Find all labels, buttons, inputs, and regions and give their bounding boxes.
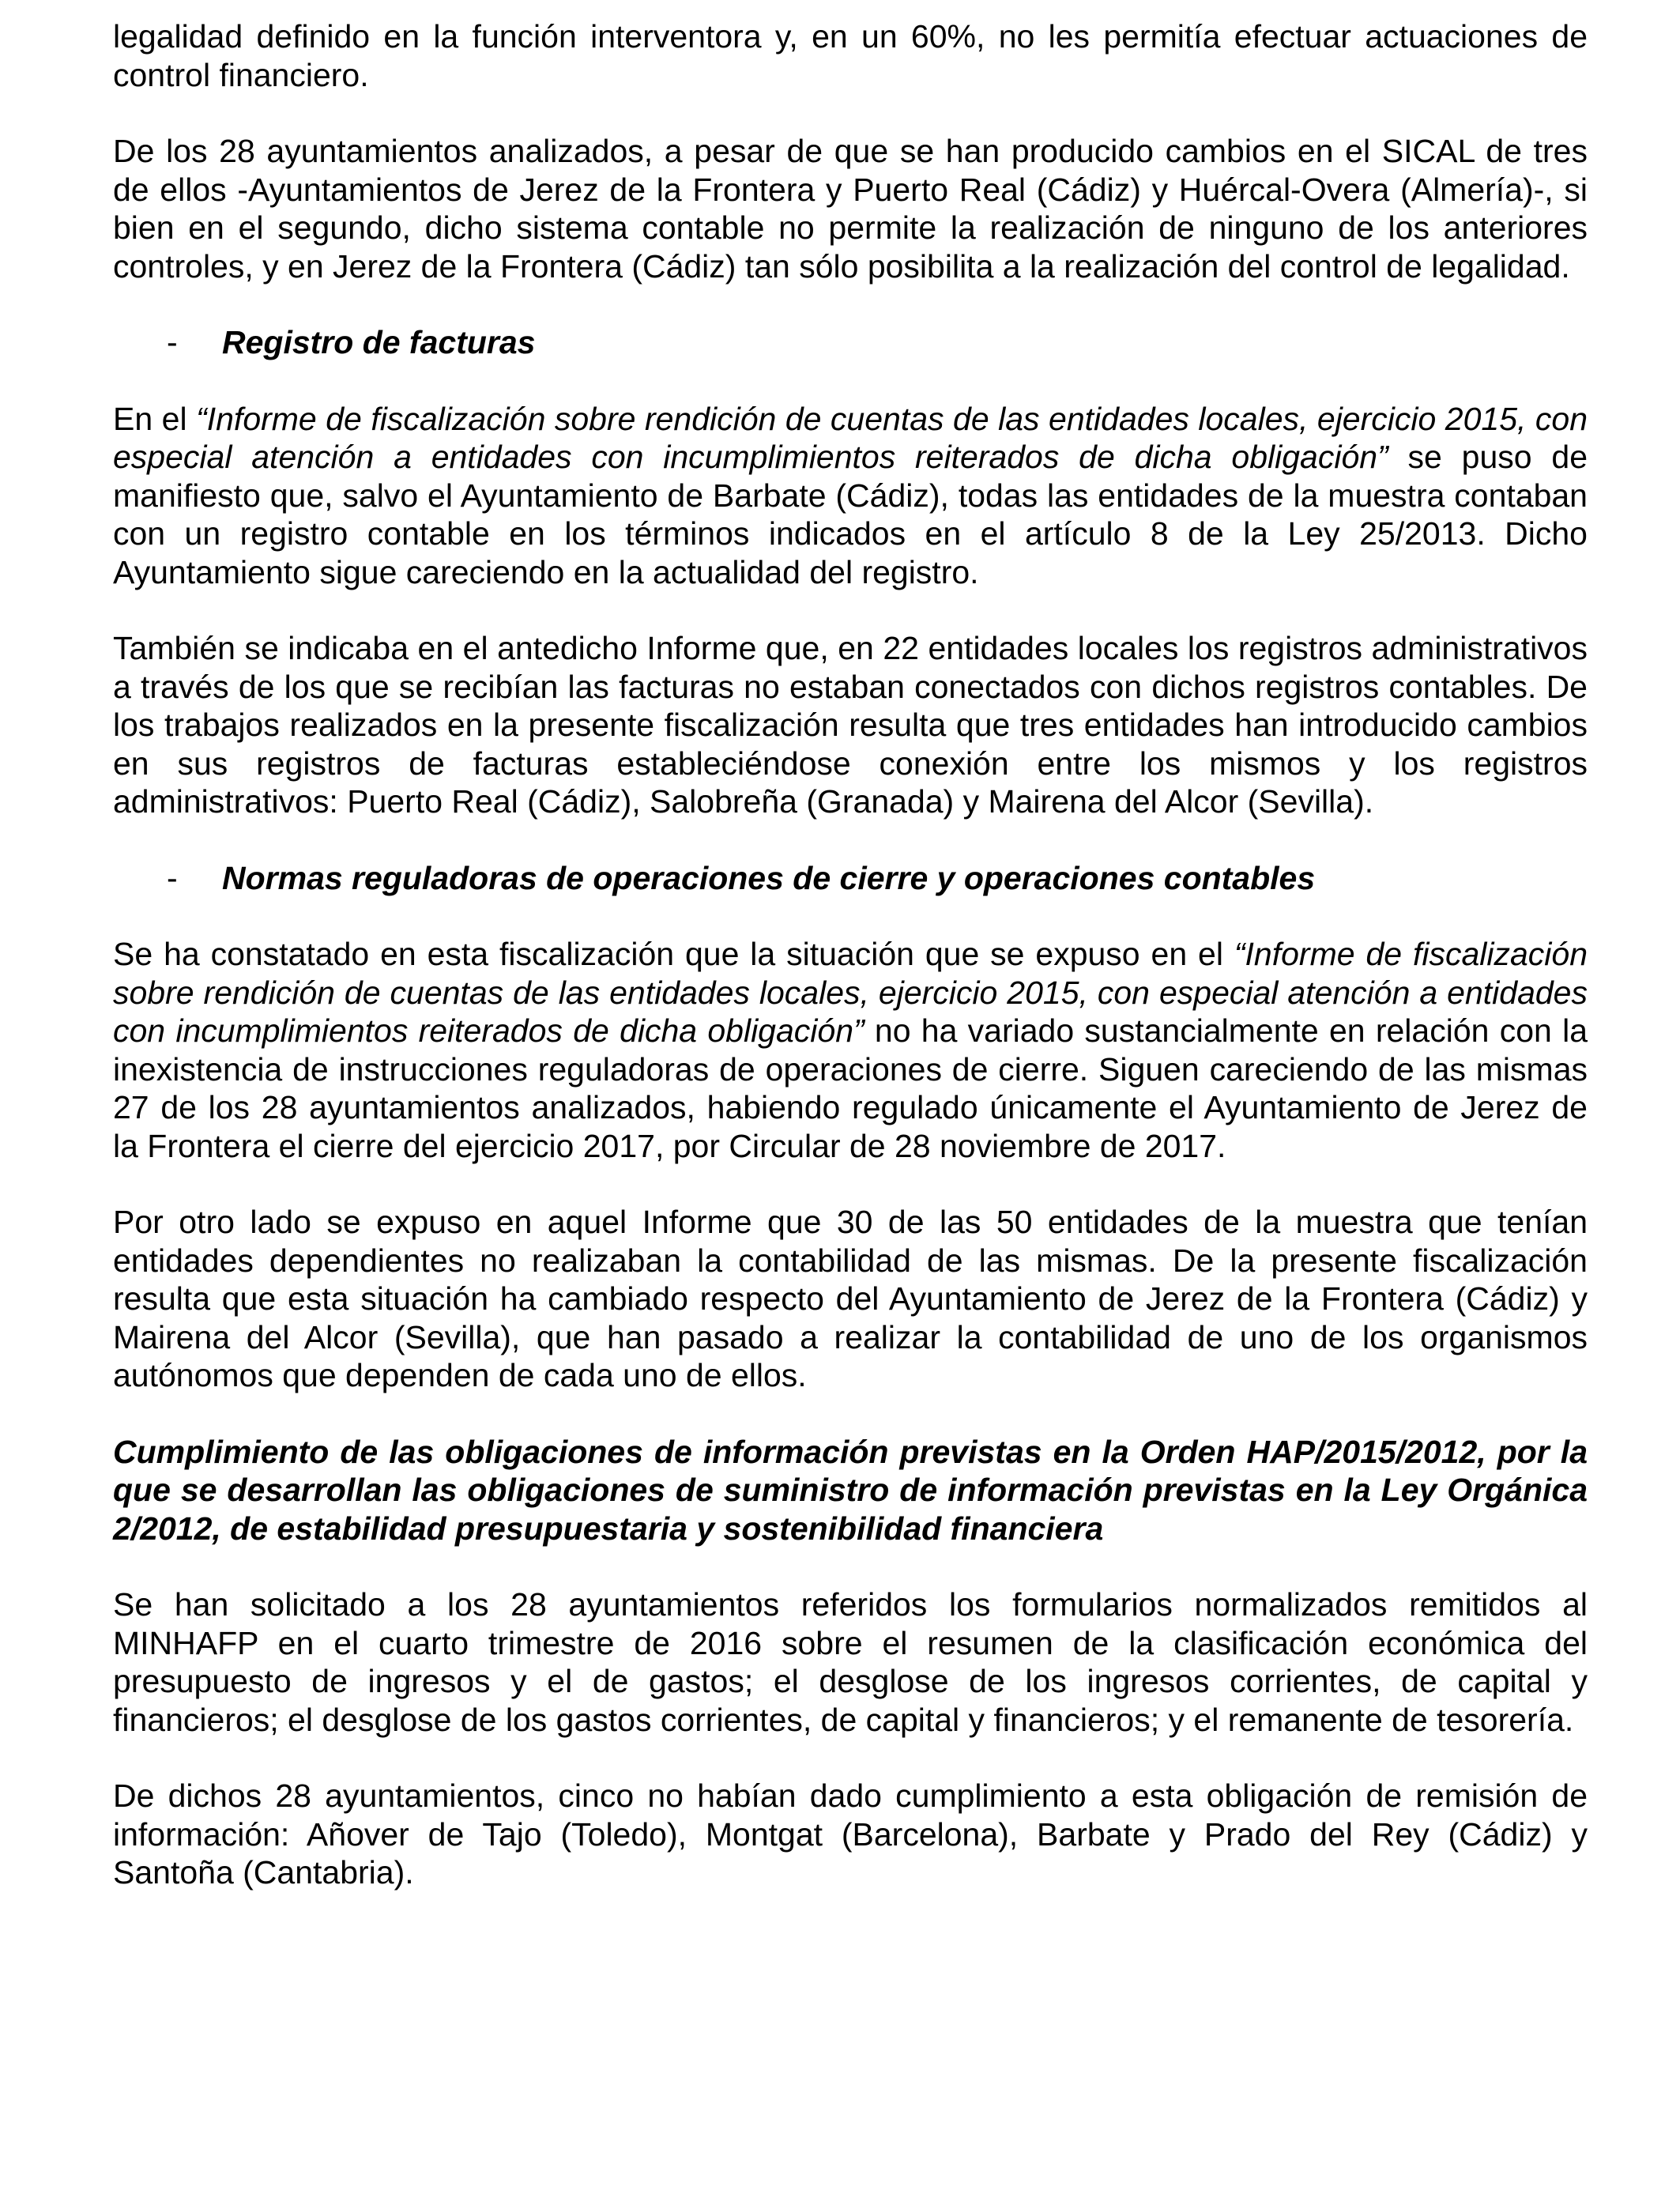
paragraph-registros-administrativos: También se indicaba en el antedicho Informe que, en 22 entidades locales los registros administrativos a través de los que se recibían las facturas no estaban conectados con dichos registros contables. De los trabajos realizados en la presente fiscalización resulta que tres entidades han introducido cambios en sus registros de facturas estableciéndose conexión entre los mismos y los registros administrativos: Puerto Real (Cádiz), Salobreña (Granada) y Mairena del Alcor (Sevilla). xyxy=(113,630,1588,820)
heading-registro-facturas-text: Registro de facturas xyxy=(222,324,536,360)
report-title-citation: “Informe de fiscalización sobre rendición de cuentas de las entidades locales, ejercicio 2015, con especial atención a entidades con incumplimientos reiterados de dicha obligación” xyxy=(113,400,1588,475)
bullet-dash: - xyxy=(167,324,178,360)
paragraph-sical-cambios: De los 28 ayuntamientos analizados, a pesar de que se han producido cambios en el SICAL de tres de ellos -Ayuntamientos de Jerez de la Frontera y Puerto Real (Cádiz) y Huércal-Overa (Almería)-, si bien en el segundo, dicho sistema contable no permite la realización de ninguno de los anteriores controles, y en Jerez de la Frontera (Cádiz) tan sólo posibilita a la realización del control de legalidad. xyxy=(113,133,1588,285)
paragraph-formularios-minhafp: Se han solicitado a los 28 ayuntamientos referidos los formularios normalizados remitidos al MINHAFP en el cuarto trimestre de 2016 sobre el resumen de la clasificación económica del presupuesto de ingresos y el de gastos; el desglose de los ingresos corrientes, de capital y financieros; el desglose de los gastos corrientes, de capital y financieros; y el remanente de tesorería. xyxy=(113,1586,1588,1738)
text-segment: Se ha constatado en esta fiscalización que la situación que se expuso en el xyxy=(113,936,1234,972)
report-title-citation: “Informe de fiscalización sobre rendición de cuentas de las entidades locales, ejercicio 2015, con especial atención a entidades con incumplimientos reiterados de dicha obligación” xyxy=(113,936,1588,1049)
paragraph-control-financiero: legalidad definido en la función interventora y, en un 60%, no les permitía efectuar actuaciones de control financiero. xyxy=(113,18,1588,93)
paragraph-entidades-dependientes: Por otro lado se expuso en aquel Informe que 30 de las 50 entidades de la muestra que tenían entidades dependientes no realizaban la contabilidad de las mismas. De la presente fiscalización resulta que esta situación ha cambiado respecto del Ayuntamiento de Jerez de la Frontera (Cádiz) y Mairena del Alcor (Sevilla), que han pasado a realizar la contabilidad de uno de los organismos autónomos que dependen de cada uno de ellos. xyxy=(113,1204,1588,1393)
heading-cumplimiento-obligaciones: Cumplimiento de las obligaciones de información previstas en la Orden HAP/2015/2012, por la que se desarrollan las obligaciones de suministro de información previstas en la Ley Orgánica 2/2012, de estabilidad presupuestaria y sostenibilidad financiera xyxy=(113,1433,1588,1547)
text-segment: se puso de manifiesto que, salvo el Ayuntamiento de Barbate (Cádiz), todas las entidades de la muestra contaban con un registro contable en los términos indicados en el artículo 8 de la Ley 25/2013. Dicho Ayuntamiento sigue careciendo en la actualidad del registro. xyxy=(113,439,1588,590)
paragraph-incumplimiento-remision: De dichos 28 ayuntamientos, cinco no habían dado cumplimiento a esta obligación de remisión de información: Añover de Tajo (Toledo), Montgat (Barcelona), Barbate y Prado del Rey (Cádiz) y Santoña (Cantabria). xyxy=(113,1777,1588,1891)
document-page xyxy=(113,17,1588,1930)
paragraph-operaciones-cierre xyxy=(113,935,1588,1165)
paragraph-informe-registro xyxy=(113,400,1588,592)
text-segment: no ha variado sustancialmente en relación con la inexistencia de instrucciones reguladoras de operaciones de cierre. Siguen careciendo de las mismas 27 de los 28 ayuntamientos analizados, habiendo regulado únicamente el Ayuntamiento de Jerez de la Frontera el cierre del ejercicio 2017, por Circular de 28 noviembre de 2017. xyxy=(113,1012,1588,1164)
heading-normas-reguladoras-text: Normas reguladoras de operaciones de cierre y operaciones contables xyxy=(222,859,1316,896)
text-segment: En el xyxy=(113,400,197,437)
heading-registro-facturas xyxy=(113,323,1588,362)
bullet-dash: - xyxy=(167,859,178,896)
heading-normas-reguladoras xyxy=(113,859,1588,898)
